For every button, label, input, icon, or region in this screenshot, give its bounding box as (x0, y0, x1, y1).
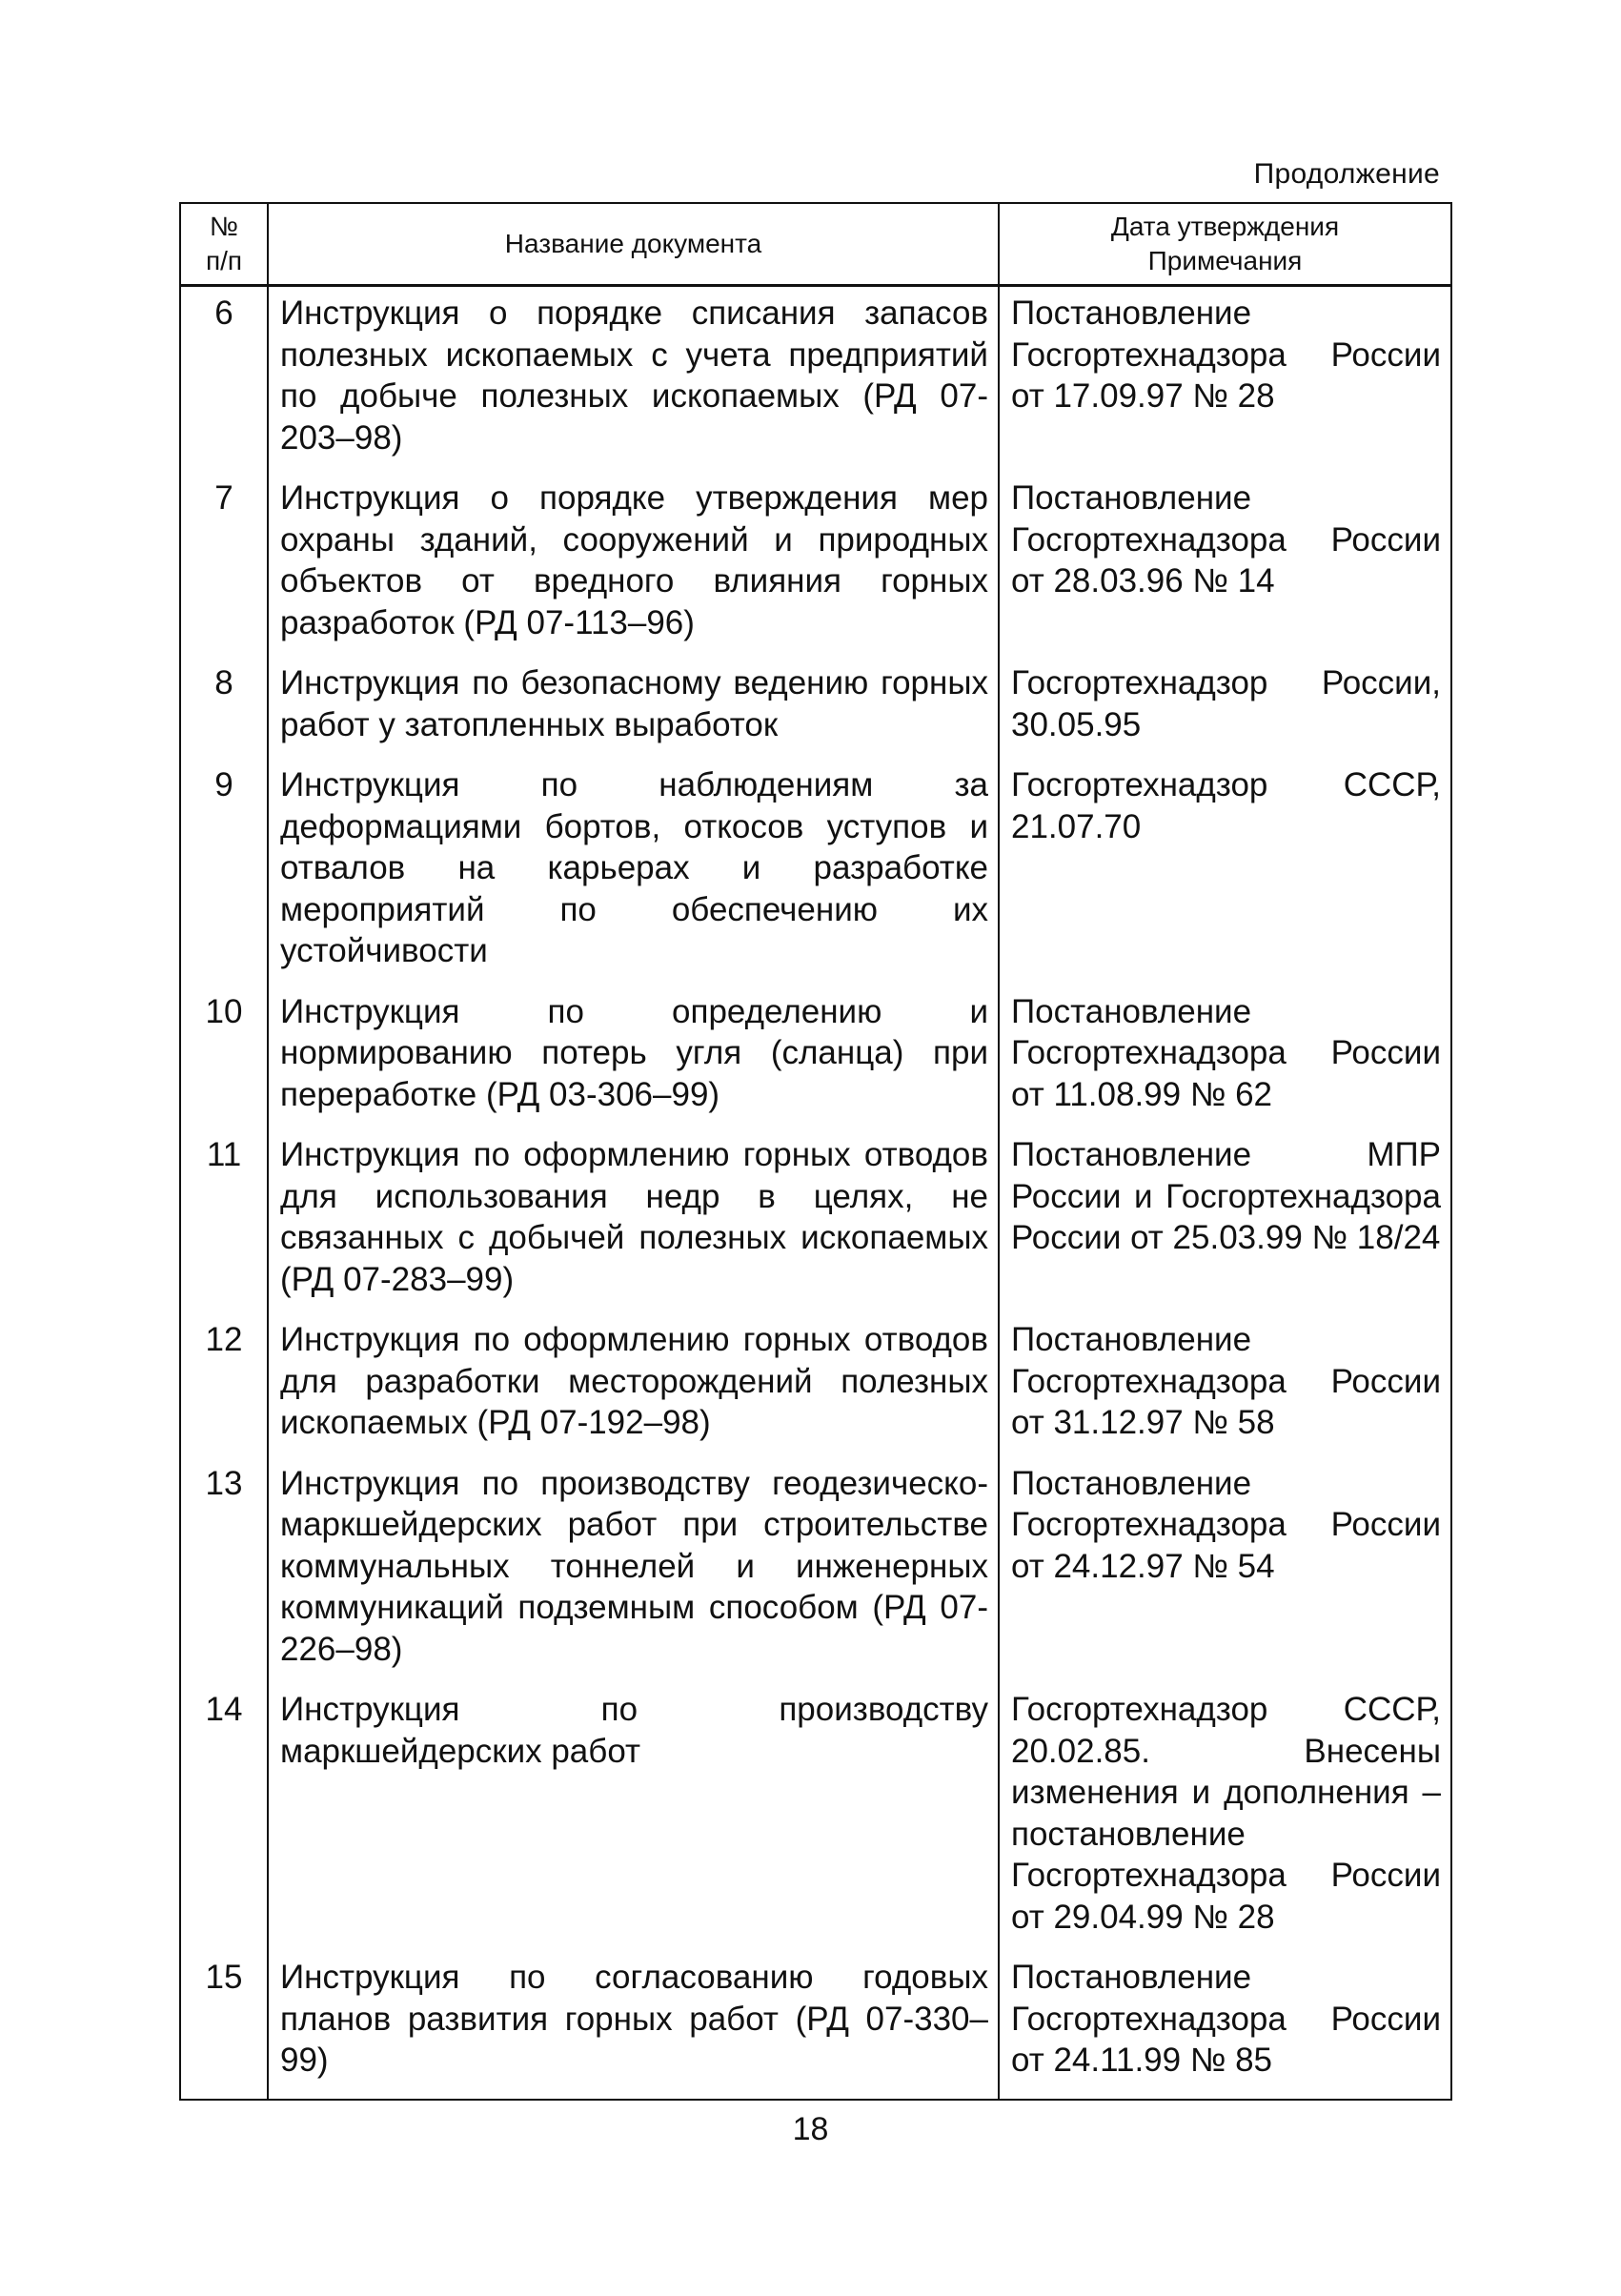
table-body (180, 286, 1451, 2100)
page-number: 18 (792, 2111, 829, 2147)
row-approval-date: Постановление Госгортехнадзора России от 28.03.96 № 14 (999, 472, 1451, 657)
row-document-name: Инструкция о порядке утверждения мер охраны зданий, сооружений и природных объектов от вредного влияния горных разработок (РД 07-113–96) (268, 472, 999, 657)
column-header-number-line1: № (209, 212, 239, 241)
table-row (180, 985, 1451, 1129)
row-document-name: Инструкция о порядке списания запасов полезных ископаемых с учета предприятий по добыче полезных ископаемых (РД 07-203–98) (268, 286, 999, 473)
row-document-name: Инструкция по безопасному ведению горных работ у затопленных выработок (268, 657, 999, 759)
table-row (180, 286, 1451, 473)
column-header-date-line2: Примечания (1147, 246, 1303, 275)
table-row (180, 472, 1451, 657)
row-approval-date: Постановление Госгортехнадзора России от 24.11.99 № 85 (999, 1951, 1451, 2100)
table-row (180, 657, 1451, 759)
column-header-number (180, 203, 268, 286)
table-header-row (180, 203, 1451, 286)
row-document-name: Инструкция по производству геодезическо-маркшейдерских работ при строительстве коммунальных тоннелей и инженерных коммуникаций подземным способом (РД 07-226–98) (268, 1457, 999, 1684)
row-number: 11 (180, 1128, 268, 1313)
row-number: 6 (180, 286, 268, 473)
row-document-name: Инструкция по оформлению горных отводов для разработки месторождений полезных ископаемых (РД 07-192–98) (268, 1313, 999, 1457)
row-number: 13 (180, 1457, 268, 1684)
row-document-name: Инструкция по наблюдениям за деформациями бортов, откосов уступов и отвалов на карьерах и разработке мероприятий по обеспечению их устойчивости (268, 759, 999, 985)
column-header-date-line1: Дата утверждения (1110, 212, 1340, 241)
table-row (180, 1128, 1451, 1313)
row-number: 15 (180, 1951, 268, 2100)
table-row (180, 1951, 1451, 2100)
table-row (180, 1683, 1451, 1951)
table-header (180, 203, 1451, 286)
row-number: 9 (180, 759, 268, 985)
row-approval-date: Госгортехнадзор России, 30.05.95 (999, 657, 1451, 759)
row-number: 7 (180, 472, 268, 657)
table-row (180, 1313, 1451, 1457)
row-approval-date: Госгортехнадзор СССР, 21.07.70 (999, 759, 1451, 985)
table-row (180, 759, 1451, 985)
row-number: 10 (180, 985, 268, 1129)
row-number: 14 (180, 1683, 268, 1951)
column-header-name: Название документа (268, 203, 999, 286)
row-approval-date: Госгортехнадзор СССР, 20.02.85. Внесены изменения и дополнения – постановление Госгортехнадзора России от 29.04.99 № 28 (999, 1683, 1451, 1951)
continuation-label: Продолжение (1253, 158, 1440, 190)
column-header-date (999, 203, 1451, 286)
row-approval-date: Постановление Госгортехнадзора России от 11.08.99 № 62 (999, 985, 1451, 1129)
row-approval-date: Постановление Госгортехнадзора России от 24.12.97 № 54 (999, 1457, 1451, 1684)
table-row (180, 1457, 1451, 1684)
column-header-number-line2: п/п (205, 246, 243, 275)
row-document-name: Инструкция по оформлению горных отводов для использования недр в целях, не связанных с добычей полезных ископаемых (РД 07-283–99) (268, 1128, 999, 1313)
row-approval-date: Постановление Госгортехнадзора России от 17.09.97 № 28 (999, 286, 1451, 473)
row-approval-date: Постановление МПР России и Госгортехнадзора России от 25.03.99 № 18/24 (999, 1128, 1451, 1313)
row-approval-date: Постановление Госгортехнадзора России от 31.12.97 № 58 (999, 1313, 1451, 1457)
row-number: 8 (180, 657, 268, 759)
row-number: 12 (180, 1313, 268, 1457)
row-document-name: Инструкция по производству маркшейдерских работ (268, 1683, 999, 1951)
row-document-name: Инструкция по согласованию годовых планов развития горных работ (РД 07-330–99) (268, 1951, 999, 2100)
row-document-name: Инструкция по определению и нормированию потерь угля (сланца) при переработке (РД 03-306–99) (268, 985, 999, 1129)
documents-table (179, 202, 1452, 2101)
